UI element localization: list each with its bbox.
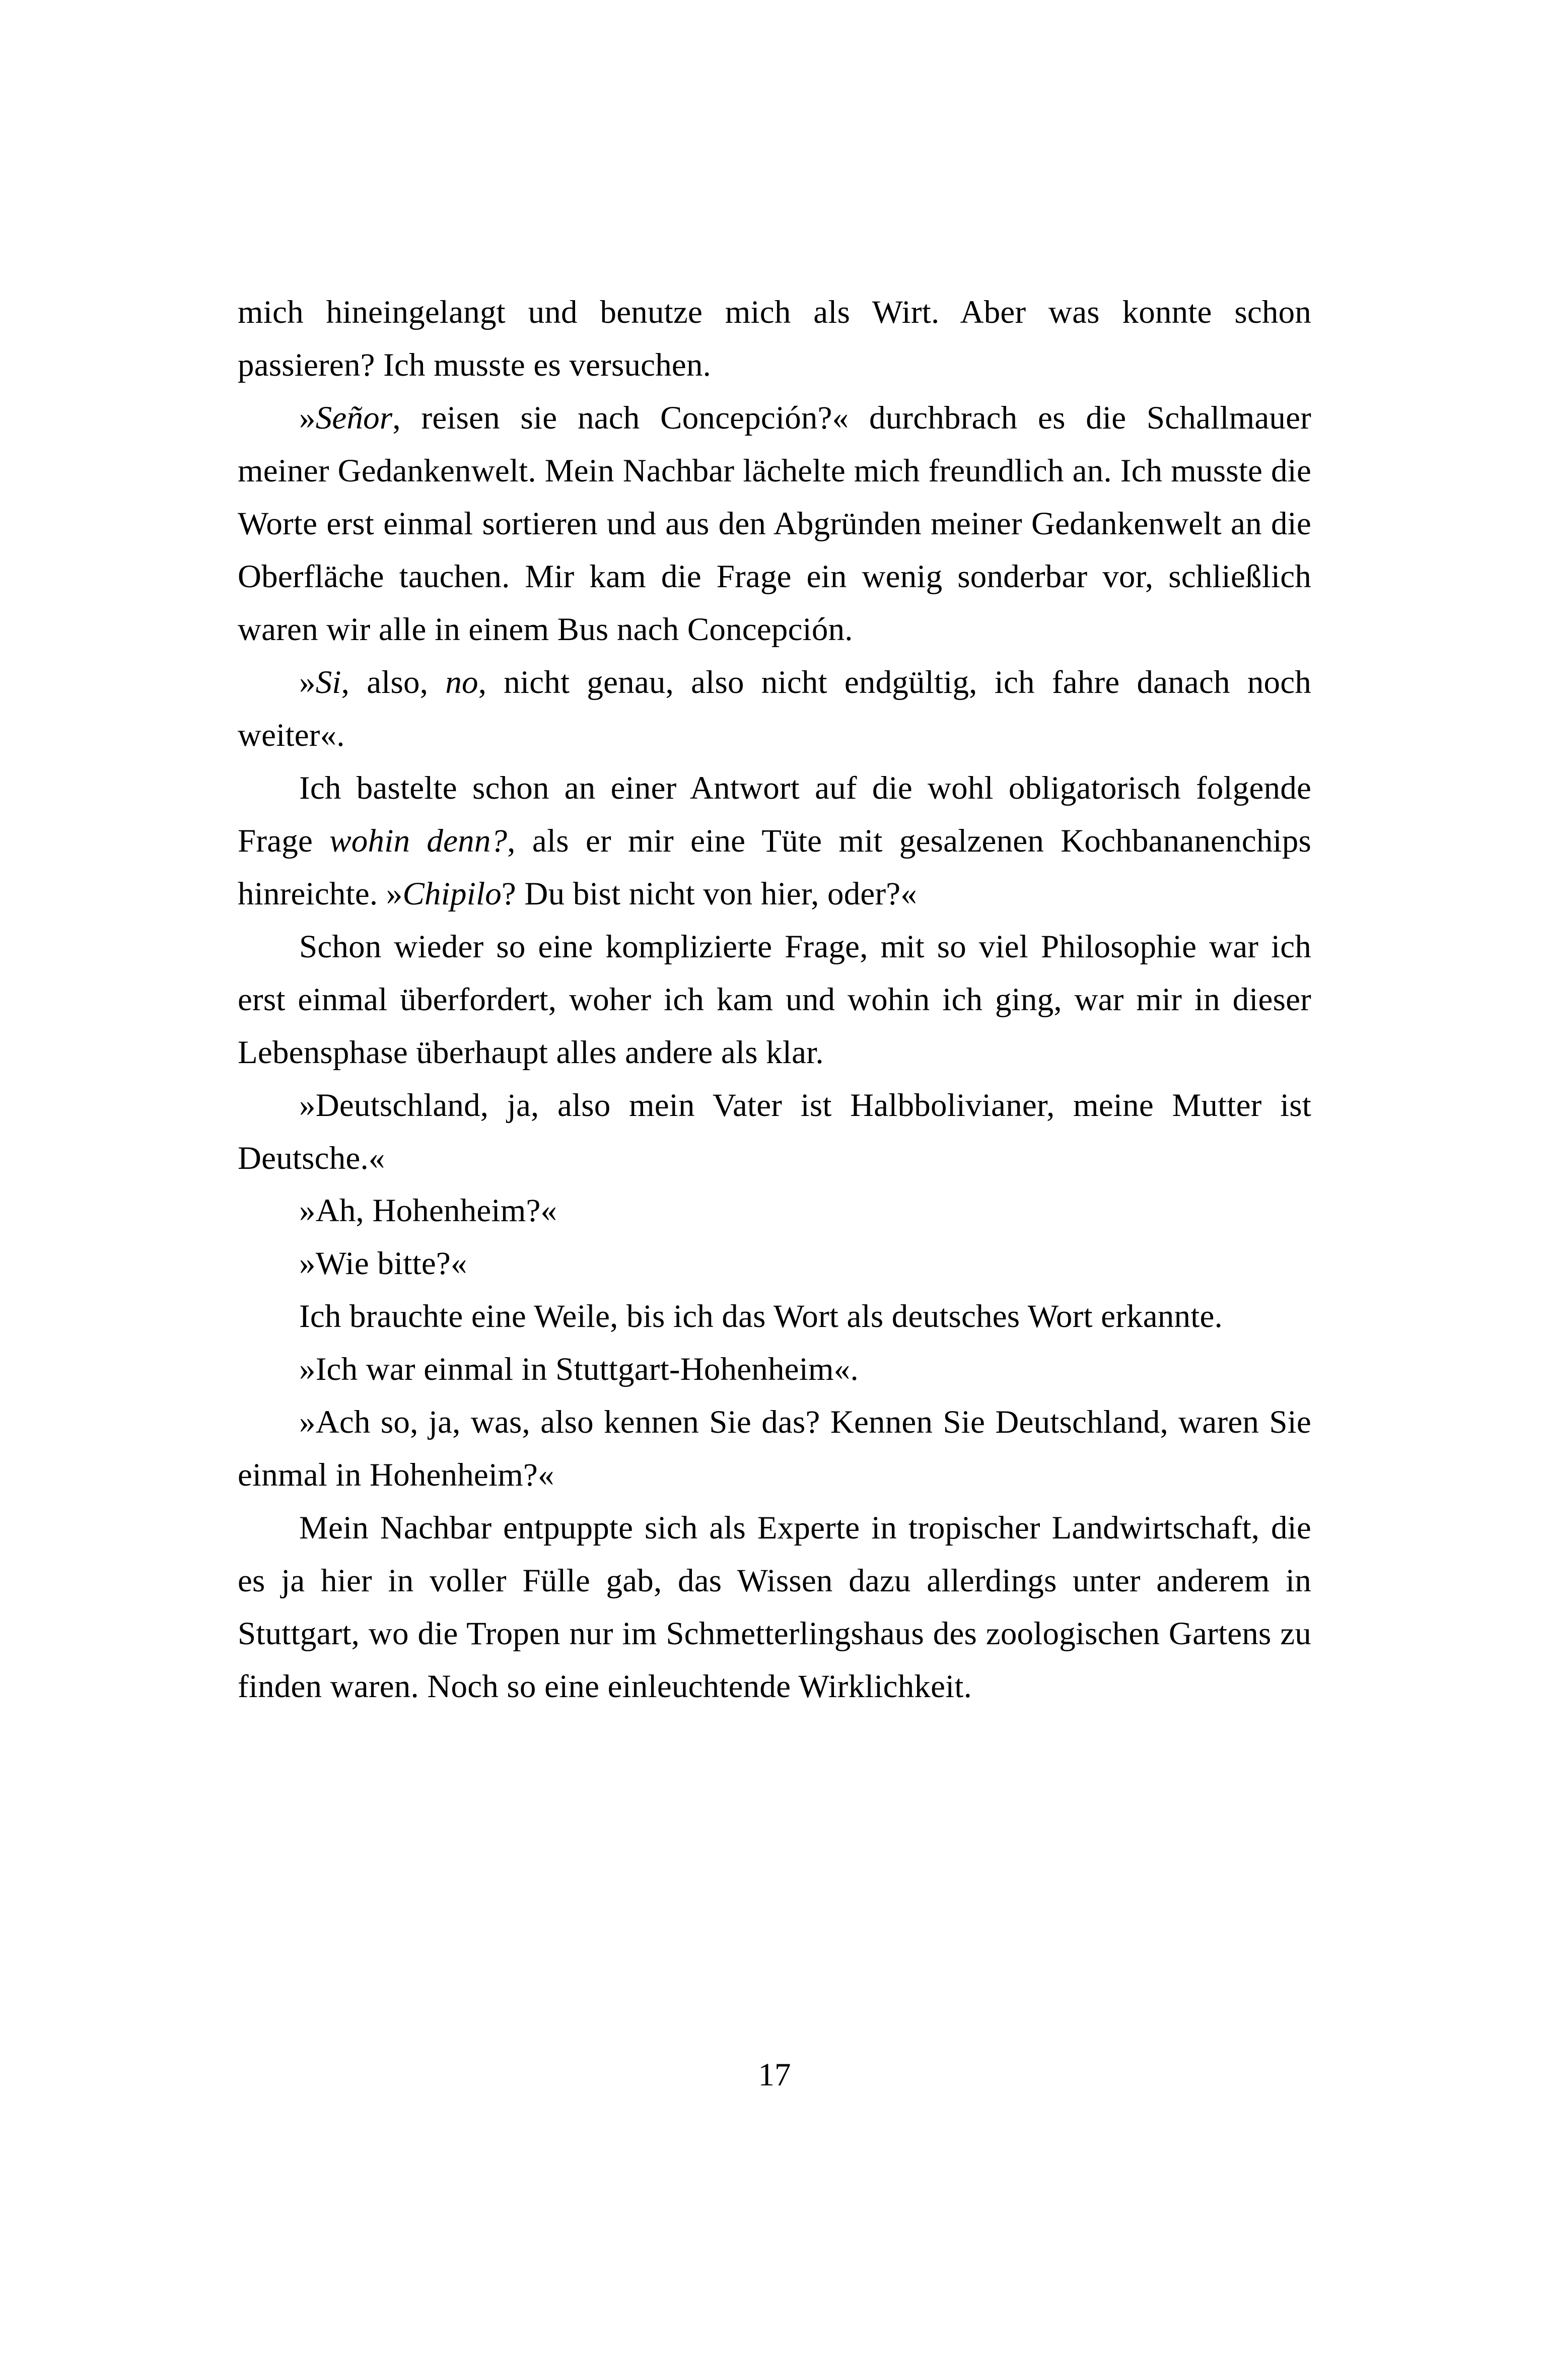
text-run: , nicht genau, also nicht endgültig, ich fahre danach noch weiter«.: [238, 664, 1311, 753]
paragraph: [238, 1237, 1311, 1290]
paragraph: [238, 1184, 1311, 1237]
italic-text-run: Señor: [315, 399, 393, 436]
paragraph: [238, 1079, 1311, 1185]
paragraph: [238, 1343, 1311, 1396]
text-run: Schon wieder so eine komplizierte Frage, mit so viel Philosophie war ich erst einmal überfordert, woher ich kam und wohin ich ging, war mir in dieser Lebensphase überhaupt alles andere als klar.: [238, 928, 1311, 1071]
page-number: 17: [758, 2057, 791, 2093]
italic-text-run: Si: [315, 664, 341, 701]
italic-text-run: Chipilo: [402, 875, 502, 912]
text-run: »Ach so, ja, was, also kennen Sie das? Kennen Sie Deutschland, waren Sie einmal in Hohenheim?«: [238, 1404, 1311, 1494]
paragraph: [238, 392, 1311, 656]
page-body: [238, 286, 1311, 1713]
paragraph: [238, 921, 1311, 1079]
paragraph: [238, 1502, 1311, 1713]
text-run: »Ah, Hohenheim?«: [299, 1193, 557, 1229]
text-run: mich hineingelangt und benutze mich als Wirt. Aber was konnte schon passieren? Ich musste es versuchen.: [238, 294, 1311, 383]
paragraph: [238, 762, 1311, 921]
paragraph: [238, 656, 1311, 762]
text-run: »: [299, 399, 316, 436]
text-run: »Wie bitte?«: [299, 1245, 467, 1282]
paragraph: [238, 286, 1311, 392]
text-run: , also,: [341, 664, 446, 701]
text-run: Ich bastelte schon an einer Antwort auf die wohl obligatorisch folgende Frage: [238, 769, 1311, 859]
text-run: ? Du bist nicht von hier, oder?«: [501, 875, 918, 912]
paragraph: [238, 1290, 1311, 1343]
paragraph: [238, 1396, 1311, 1502]
text-run: Mein Nachbar entpuppte sich als Experte in tropischer Landwirtschaft, die es ja hier in voller Fülle gab, das Wissen dazu allerdings unter anderem in Stuttgart, wo die Tropen nur im Schmetterlingshaus des zoologischen Gartens zu finden waren. Noch so eine einleuchtende Wirklichkeit.: [238, 1510, 1311, 1705]
italic-text-run: no: [445, 664, 478, 701]
text-run: »: [299, 664, 316, 701]
text-run: , reisen sie nach Concepción?« durchbrach es die Schallmauer meiner Gedankenwelt. Mein Nachbar lächelte mich freundlich an. Ich musste die Worte erst einmal sortieren und aus den Abgründen meiner Gedankenwelt an die Oberfläche tauchen. Mir kam die Frage ein wenig sonderbar vor, schließlich waren wir alle in einem Bus nach Concepción.: [238, 399, 1311, 648]
text-run: Ich brauchte eine Weile, bis ich das Wort als deutsches Wort erkannte.: [299, 1298, 1223, 1335]
text-run: , als er mir eine Tüte mit gesalzenen Kochbananenchips hinreichte. »: [238, 822, 1311, 912]
text-run: »Deutschland, ja, also mein Vater ist Halbbolivianer, meine Mutter ist Deutsche.«: [238, 1087, 1311, 1176]
italic-text-run: wohin denn?: [329, 822, 508, 859]
text-run: »Ich war einmal in Stuttgart-Hohenheim«.: [299, 1351, 859, 1388]
